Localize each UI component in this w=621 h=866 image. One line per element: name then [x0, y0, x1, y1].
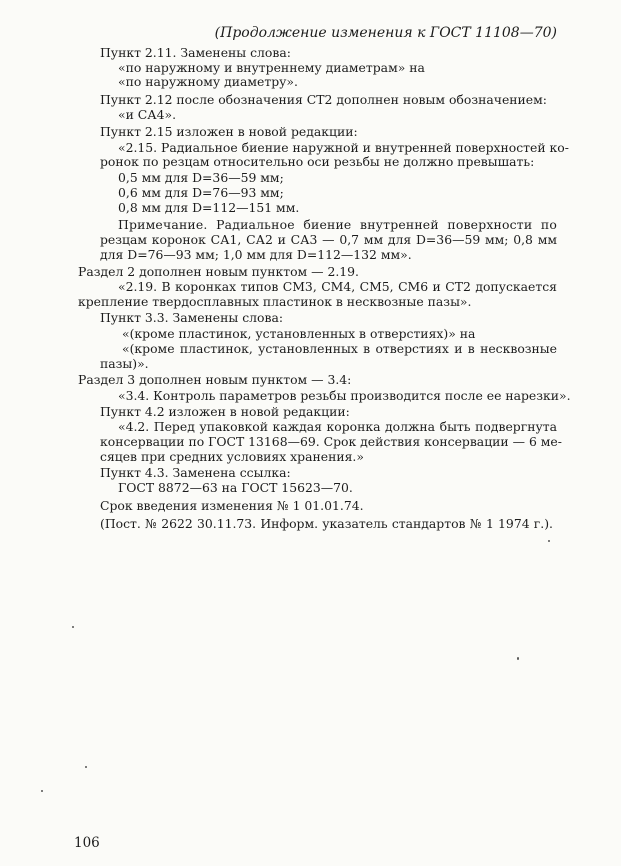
text-line: консервации по ГОСТ 13168—69. Срок действия консервации — 6 ме- — [100, 434, 562, 449]
text-line: 0,8 мм для D=112—151 мм. — [118, 200, 300, 215]
text-line: (Пост. № 2622 30.11.73. Информ. указатель стандартов № 1 1974 г.). — [100, 516, 553, 531]
page-header: (Продолжение изменения к ГОСТ 11108—70) — [214, 25, 557, 41]
note-line: для D=76—93 мм; 1,0 мм для D=112—132 мм». — [100, 247, 412, 262]
text-line: «2.15. Радиальное биение наружной и внутренней поверхностей ко- — [118, 140, 569, 155]
text-line: сяцев при средних условиях хранения.» — [100, 449, 364, 464]
text-line: 0,5 мм для D=36—59 мм; — [118, 170, 284, 185]
text-line: «(кроме пластинок, установленных в отверстиях)» на — [122, 326, 476, 341]
text-line: «3.4. Контроль параметров резьбы производится после ее нарезки». — [118, 388, 571, 403]
text-line: Срок введения изменения № 1 01.01.74. — [100, 498, 364, 513]
text-line: Пункт 4.2 изложен в новой редакции: — [100, 404, 350, 419]
text-line: «по наружному диаметру». — [118, 74, 298, 89]
text-line: «и СА4». — [118, 107, 177, 122]
text-line: пазы)». — [100, 356, 149, 371]
text-line: Пункт 4.3. Заменена ссылка: — [100, 465, 291, 480]
text-line: крепление твердосплавных пластинок в несквозные пазы». — [78, 294, 472, 309]
text-line: Пункт 3.3. Заменены слова: — [100, 310, 284, 325]
scan-speck — [41, 790, 43, 792]
text-line: ГОСТ 8872—63 на ГОСТ 15623—70. — [118, 480, 353, 495]
scan-speck — [72, 626, 74, 628]
text-line: Пункт 2.15 изложен в новой редакции: — [100, 124, 358, 139]
text-line: Раздел 2 дополнен новым пунктом — 2.19. — [78, 264, 359, 279]
text-line: «по наружному и внутреннему диаметрам» на — [118, 60, 425, 75]
note-line: Примечание. Радиальное биение внутренней поверхности по — [118, 217, 557, 232]
text-line: «(кроме пластинок, установленных в отверстиях и в несквозные — [122, 341, 557, 356]
scan-speck — [517, 657, 519, 660]
text-line: Пункт 2.12 после обозначения СТ2 дополнен новым обозначением: — [100, 92, 547, 107]
text-line: ронок по резцам относительно оси резьбы не должно превышать: — [100, 154, 535, 169]
text-line: «4.2. Перед упаковкой каждая коронка должна быть подвергнута — [118, 419, 557, 434]
text-line: «2.19. В коронках типов СМ3, СМ4, СМ5, СМ6 и СТ2 допускается — [118, 279, 557, 294]
text-line: Раздел 3 дополнен новым пунктом — 3.4: — [78, 372, 352, 387]
text-line: 0,6 мм для D=76—93 мм; — [118, 185, 284, 200]
page-number: 106 — [74, 835, 100, 851]
note-line: резцам коронок СА1, СА2 и СА3 — 0,7 мм для D=36—59 мм; 0,8 мм — [100, 232, 557, 247]
scan-speck — [548, 540, 550, 542]
text-line: Пункт 2.11. Заменены слова: — [100, 45, 291, 60]
scan-speck — [85, 766, 87, 768]
